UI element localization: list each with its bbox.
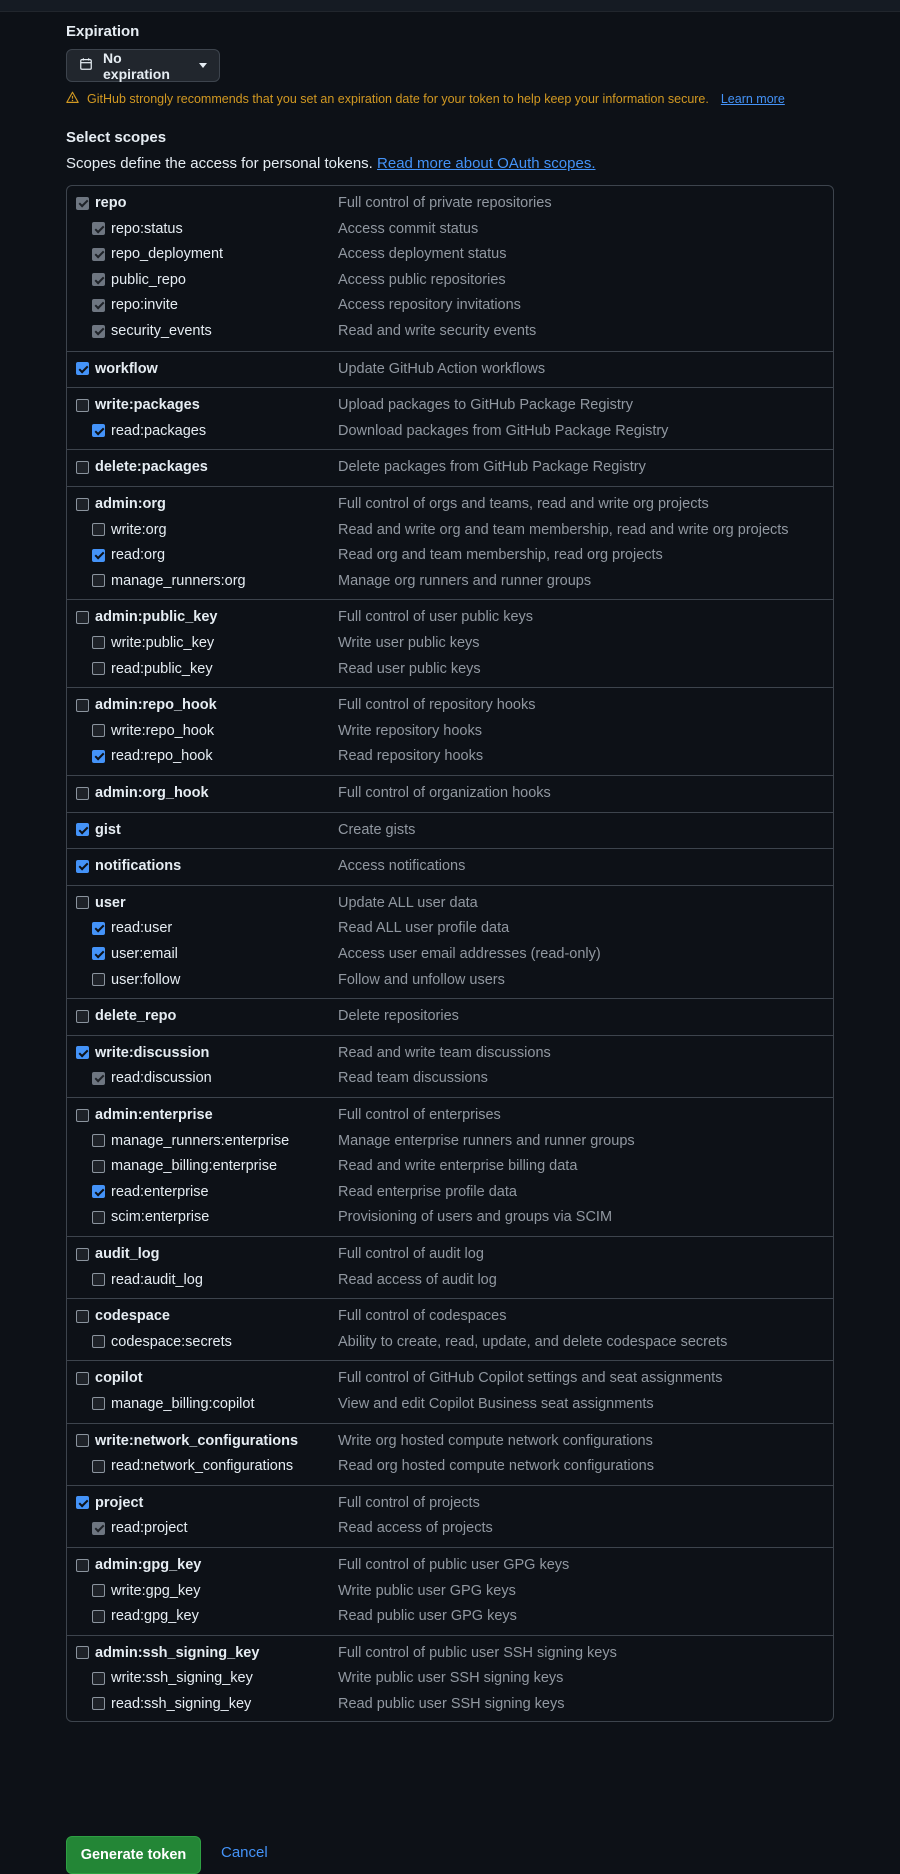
- scope-row: [67, 1491, 833, 1515]
- scope-name[interactable]: admin:repo_hook: [95, 697, 217, 714]
- scope-checkbox[interactable]: [76, 896, 89, 909]
- scope-name[interactable]: codespace:secrets: [111, 1333, 232, 1350]
- scopes-subtitle-text: Scopes define the access for personal tokens.: [66, 155, 373, 172]
- scope-name[interactable]: read:public_key: [111, 660, 213, 677]
- scope-checkbox[interactable]: [92, 947, 105, 960]
- scope-name[interactable]: write:discussion: [95, 1044, 210, 1061]
- select-scopes-title: Select scopes: [66, 129, 167, 146]
- scope-name[interactable]: write:packages: [95, 397, 200, 414]
- scope-checkbox[interactable]: [92, 523, 105, 536]
- scope-row: [67, 1242, 833, 1266]
- scope-checkbox[interactable]: [76, 1046, 89, 1059]
- scope-checkbox[interactable]: [76, 699, 89, 712]
- scope-description: Delete packages from GitHub Package Registry: [338, 459, 646, 476]
- scope-checkbox[interactable]: [76, 362, 89, 375]
- scope-description: Full control of orgs and teams, read and write org projects: [338, 496, 709, 512]
- generate-token-button[interactable]: Generate token: [66, 1836, 201, 1874]
- scope-checkbox[interactable]: [76, 611, 89, 624]
- scope-description: Full control of projects: [338, 1494, 480, 1511]
- subscope-row: [67, 293, 833, 317]
- scope-checkbox[interactable]: [92, 1522, 105, 1535]
- scope-description: Full control of public user SSH signing keys: [338, 1644, 617, 1661]
- scope-description: Read org hosted compute network configurations: [338, 1458, 654, 1475]
- scope-description: Download packages from GitHub Package Registry: [338, 422, 669, 439]
- scope-name[interactable]: write:org: [111, 521, 167, 538]
- oauth-scopes-link[interactable]: Read more about OAuth scopes.: [377, 155, 596, 172]
- scope-group: [67, 387, 833, 449]
- subscope-row: [67, 1516, 833, 1540]
- scope-checkbox[interactable]: [76, 1646, 89, 1659]
- scope-group: [67, 449, 833, 486]
- scope-checkbox[interactable]: [92, 299, 105, 312]
- scope-row: [67, 357, 833, 381]
- scope-name[interactable]: workflow: [95, 360, 158, 377]
- subscope-row: [67, 1154, 833, 1178]
- scope-checkbox[interactable]: [92, 325, 105, 338]
- scope-name[interactable]: admin:gpg_key: [95, 1557, 202, 1573]
- subscope-row: [67, 518, 833, 542]
- scope-description: Read user public keys: [338, 660, 481, 677]
- scope-name[interactable]: repo:status: [111, 220, 183, 237]
- scope-row: [67, 1641, 833, 1665]
- scope-description: Full control of enterprises: [338, 1107, 501, 1123]
- scopes-subtitle: [66, 155, 596, 172]
- subscope-row: [67, 1392, 833, 1416]
- subscope-row: [67, 631, 833, 655]
- scope-name[interactable]: user:email: [111, 945, 178, 962]
- scope-name[interactable]: delete:packages: [95, 459, 208, 476]
- scope-name[interactable]: read:project: [111, 1520, 188, 1537]
- scope-name[interactable]: read:enterprise: [111, 1183, 209, 1200]
- scope-name[interactable]: codespace: [95, 1308, 170, 1325]
- scope-row: [67, 891, 833, 915]
- scope-name[interactable]: manage_runners:org: [111, 572, 246, 589]
- scope-name[interactable]: admin:public_key: [95, 609, 218, 626]
- scope-group: [67, 186, 833, 351]
- scope-name[interactable]: notifications: [95, 858, 182, 875]
- subscope-row: [67, 657, 833, 681]
- scope-checkbox[interactable]: [76, 860, 89, 873]
- scope-checkbox[interactable]: [92, 1273, 105, 1286]
- subscope-row: [67, 942, 833, 966]
- scope-description: Access notifications: [338, 858, 466, 875]
- scope-row: [67, 1304, 833, 1328]
- scope-description: Read repository hooks: [338, 748, 484, 765]
- scope-checkbox[interactable]: [76, 1310, 89, 1323]
- scope-checkbox[interactable]: [92, 922, 105, 935]
- scope-row: [67, 605, 833, 629]
- scope-description: Read ALL user profile data: [338, 920, 510, 937]
- subscope-row: [67, 1066, 833, 1090]
- scope-description: Read public user GPG keys: [338, 1608, 517, 1625]
- scope-group: [67, 486, 833, 599]
- scope-checkbox[interactable]: [92, 973, 105, 986]
- top-bar: [0, 0, 900, 12]
- scope-description: Read enterprise profile data: [338, 1183, 517, 1200]
- scope-checkbox[interactable]: [76, 1434, 89, 1447]
- scope-group: [67, 848, 833, 885]
- scope-checkbox[interactable]: [76, 197, 89, 210]
- scope-description: Full control of GitHub Copilot settings and seat assignments: [338, 1370, 723, 1387]
- scope-checkbox[interactable]: [76, 1248, 89, 1261]
- scope-group: [67, 1423, 833, 1485]
- scope-name[interactable]: read:discussion: [111, 1070, 212, 1087]
- scope-name[interactable]: public_repo: [111, 271, 186, 288]
- scope-row: [67, 455, 833, 479]
- scope-name[interactable]: admin:enterprise: [95, 1107, 213, 1123]
- subscope-row: [67, 1330, 833, 1354]
- subscope-row: [67, 268, 833, 292]
- scope-group: [67, 998, 833, 1035]
- subscope-row: [67, 1205, 833, 1229]
- scope-checkbox[interactable]: [92, 1160, 105, 1173]
- scope-description: Access public repositories: [338, 271, 506, 288]
- scope-description: Delete repositories: [338, 1008, 459, 1025]
- scope-name[interactable]: write:network_configurations: [95, 1432, 299, 1449]
- scope-row: [67, 781, 833, 805]
- scope-description: Read and write security events: [338, 323, 537, 339]
- scope-name[interactable]: repo_deployment: [111, 246, 224, 263]
- subscope-row: [67, 1129, 833, 1153]
- subscope-row: [67, 569, 833, 593]
- scope-description: Access deployment status: [338, 246, 507, 263]
- scope-row: [67, 393, 833, 417]
- alert-icon: [66, 91, 79, 107]
- scope-name[interactable]: read:ssh_signing_key: [111, 1695, 252, 1712]
- subscope-row: [67, 1180, 833, 1204]
- scope-checkbox[interactable]: [92, 1610, 105, 1623]
- scope-name[interactable]: audit_log: [95, 1246, 160, 1262]
- scope-description: View and edit Copilot Business seat assignments: [338, 1395, 654, 1412]
- scope-name[interactable]: admin:org_hook: [95, 785, 209, 801]
- subscope-row: [67, 1268, 833, 1292]
- scope-name[interactable]: manage_runners:enterprise: [111, 1132, 290, 1149]
- scope-name[interactable]: write:gpg_key: [111, 1582, 201, 1599]
- expiration-dropdown[interactable]: [66, 49, 220, 82]
- scope-name[interactable]: read:org: [111, 547, 166, 564]
- subscope-row: [67, 543, 833, 567]
- scope-group: [67, 1360, 833, 1422]
- scope-description: Read public user SSH signing keys: [338, 1695, 565, 1712]
- scope-description: Read access of audit log: [338, 1271, 497, 1288]
- scope-description: Write user public keys: [338, 634, 480, 651]
- scope-name[interactable]: manage_billing:enterprise: [111, 1158, 278, 1175]
- scope-description: Write public user SSH signing keys: [338, 1670, 564, 1687]
- scope-name[interactable]: admin:ssh_signing_key: [95, 1644, 260, 1661]
- scope-description: Access commit status: [338, 220, 479, 237]
- subscope-row: [67, 242, 833, 266]
- scope-name[interactable]: manage_billing:copilot: [111, 1395, 255, 1412]
- subscope-row: [67, 1666, 833, 1690]
- scope-checkbox[interactable]: [76, 461, 89, 474]
- scope-row: [67, 1366, 833, 1390]
- subscope-row: [67, 719, 833, 743]
- scope-checkbox[interactable]: [92, 222, 105, 235]
- scope-group: [67, 1485, 833, 1547]
- scope-description: Read and write enterprise billing data: [338, 1158, 578, 1175]
- subscope-row: [67, 1692, 833, 1716]
- calendar-icon: [79, 57, 93, 74]
- subscope-row: [67, 1579, 833, 1603]
- scope-row: [67, 1041, 833, 1065]
- scope-checkbox[interactable]: [76, 399, 89, 412]
- scope-description: Read and write team discussions: [338, 1044, 551, 1061]
- scope-checkbox[interactable]: [76, 823, 89, 836]
- scope-name[interactable]: user: [95, 894, 126, 911]
- scope-name[interactable]: security_events: [111, 323, 212, 339]
- scope-description: Full control of audit log: [338, 1246, 484, 1262]
- scope-description: Provisioning of users and groups via SCIM: [338, 1209, 613, 1226]
- expiration-label: Expiration: [66, 23, 140, 40]
- subscope-row: [67, 1604, 833, 1628]
- scope-name[interactable]: read:user: [111, 920, 173, 937]
- scope-checkbox[interactable]: [92, 1460, 105, 1473]
- scope-group: [67, 351, 833, 388]
- scope-description: Manage org runners and runner groups: [338, 572, 592, 589]
- scope-description: Manage enterprise runners and runner groups: [338, 1132, 635, 1149]
- scope-name[interactable]: admin:org: [95, 496, 166, 512]
- subscope-row: [67, 217, 833, 241]
- scope-group: [67, 1547, 833, 1635]
- scope-checkbox[interactable]: [92, 1072, 105, 1085]
- scope-description: Full control of repository hooks: [338, 697, 536, 714]
- scope-name[interactable]: write:ssh_signing_key: [111, 1670, 253, 1687]
- scope-checkbox[interactable]: [92, 549, 105, 562]
- scope-row: [67, 854, 833, 878]
- scope-description: Full control of private repositories: [338, 195, 552, 211]
- scope-name[interactable]: user:follow: [111, 971, 181, 988]
- scope-group: [67, 1298, 833, 1360]
- subscope-row: [67, 419, 833, 443]
- scope-checkbox[interactable]: [92, 724, 105, 737]
- scope-checkbox[interactable]: [92, 636, 105, 649]
- scope-name[interactable]: project: [95, 1494, 144, 1511]
- scope-name[interactable]: repo:invite: [111, 297, 178, 314]
- chevron-down-icon: [199, 63, 207, 68]
- scope-checkbox[interactable]: [92, 1335, 105, 1348]
- expiration-value: No expiration: [103, 49, 170, 82]
- cancel-link[interactable]: Cancel: [221, 1844, 268, 1861]
- scope-checkbox[interactable]: [92, 1672, 105, 1685]
- scope-description: Update ALL user data: [338, 894, 478, 911]
- scope-name[interactable]: delete_repo: [95, 1008, 177, 1025]
- scope-checkbox[interactable]: [92, 1397, 105, 1410]
- subscope-row: [67, 1454, 833, 1478]
- scope-checkbox[interactable]: [76, 1559, 89, 1572]
- scope-row: [67, 1103, 833, 1127]
- scope-name[interactable]: read:packages: [111, 422, 207, 439]
- scope-checkbox[interactable]: [76, 787, 89, 800]
- scope-description: Full control of organization hooks: [338, 785, 551, 801]
- scope-group: [67, 812, 833, 849]
- scope-name[interactable]: read:gpg_key: [111, 1608, 199, 1625]
- scopes-list: [66, 185, 834, 1722]
- subscope-row: [67, 744, 833, 768]
- scope-group: [67, 775, 833, 812]
- scope-description: Read access of projects: [338, 1520, 493, 1537]
- scope-row: [67, 492, 833, 516]
- scope-name[interactable]: read:network_configurations: [111, 1458, 294, 1475]
- scope-name[interactable]: write:public_key: [111, 634, 215, 651]
- scope-row: [67, 1429, 833, 1453]
- scope-name[interactable]: read:repo_hook: [111, 748, 213, 765]
- scope-checkbox[interactable]: [76, 498, 89, 511]
- scope-description: Create gists: [338, 821, 416, 838]
- scope-group: [67, 1035, 833, 1097]
- scope-description: Read team discussions: [338, 1070, 488, 1087]
- scope-description: Update GitHub Action workflows: [338, 360, 546, 377]
- scope-description: Read and write org and team membership, read and write org projects: [338, 521, 789, 538]
- scope-group: [67, 1635, 833, 1723]
- learn-more-link[interactable]: Learn more: [720, 92, 785, 106]
- scope-checkbox[interactable]: [76, 1372, 89, 1385]
- scope-description: Write repository hooks: [338, 722, 482, 739]
- scope-row: [67, 1553, 833, 1577]
- subscope-row: [67, 319, 833, 343]
- scope-group: [67, 1236, 833, 1298]
- scope-description: Follow and unfollow users: [338, 971, 505, 988]
- warning-text: GitHub strongly recommends that you set an expiration date for your token to help keep your information secure.: [87, 92, 709, 106]
- subscope-row: [67, 916, 833, 940]
- scope-row: [67, 818, 833, 842]
- scope-description: Write org hosted compute network configurations: [338, 1432, 653, 1449]
- scope-checkbox[interactable]: [92, 248, 105, 261]
- scope-name[interactable]: write:repo_hook: [111, 722, 215, 739]
- scope-group: [67, 1097, 833, 1236]
- scope-name[interactable]: read:audit_log: [111, 1271, 203, 1288]
- scope-checkbox[interactable]: [76, 1010, 89, 1023]
- scope-description: Ability to create, read, update, and delete codespace secrets: [338, 1333, 728, 1350]
- scope-checkbox[interactable]: [92, 273, 105, 286]
- scope-group: [67, 599, 833, 687]
- scope-group: [67, 687, 833, 775]
- scope-checkbox[interactable]: [76, 1496, 89, 1509]
- scope-checkbox[interactable]: [92, 1185, 105, 1198]
- scope-name[interactable]: copilot: [95, 1370, 143, 1387]
- scope-description: Full control of public user GPG keys: [338, 1557, 570, 1573]
- scope-description: Write public user GPG keys: [338, 1582, 516, 1599]
- scope-description: Full control of user public keys: [338, 609, 534, 626]
- scope-row: [67, 191, 833, 215]
- scope-checkbox[interactable]: [92, 574, 105, 587]
- scope-checkbox[interactable]: [92, 1211, 105, 1224]
- scope-checkbox[interactable]: [92, 662, 105, 675]
- scope-checkbox[interactable]: [92, 1697, 105, 1710]
- scope-group: [67, 885, 833, 998]
- scope-description: Read org and team membership, read org projects: [338, 547, 663, 564]
- scope-row: [67, 1004, 833, 1028]
- scope-row: [67, 693, 833, 717]
- subscope-row: [67, 968, 833, 992]
- scope-checkbox[interactable]: [76, 1109, 89, 1122]
- scope-description: Full control of codespaces: [338, 1308, 507, 1325]
- scope-name[interactable]: scim:enterprise: [111, 1209, 210, 1226]
- scope-checkbox[interactable]: [92, 750, 105, 763]
- scope-name[interactable]: gist: [95, 821, 121, 838]
- scope-description: Access repository invitations: [338, 297, 521, 314]
- scope-checkbox[interactable]: [92, 1134, 105, 1147]
- scope-name[interactable]: repo: [95, 195, 127, 211]
- expiration-warning: [66, 90, 785, 108]
- scope-description: Upload packages to GitHub Package Registry: [338, 397, 633, 414]
- scope-checkbox[interactable]: [92, 424, 105, 437]
- scope-checkbox[interactable]: [92, 1584, 105, 1597]
- scope-description: Access user email addresses (read-only): [338, 945, 601, 962]
